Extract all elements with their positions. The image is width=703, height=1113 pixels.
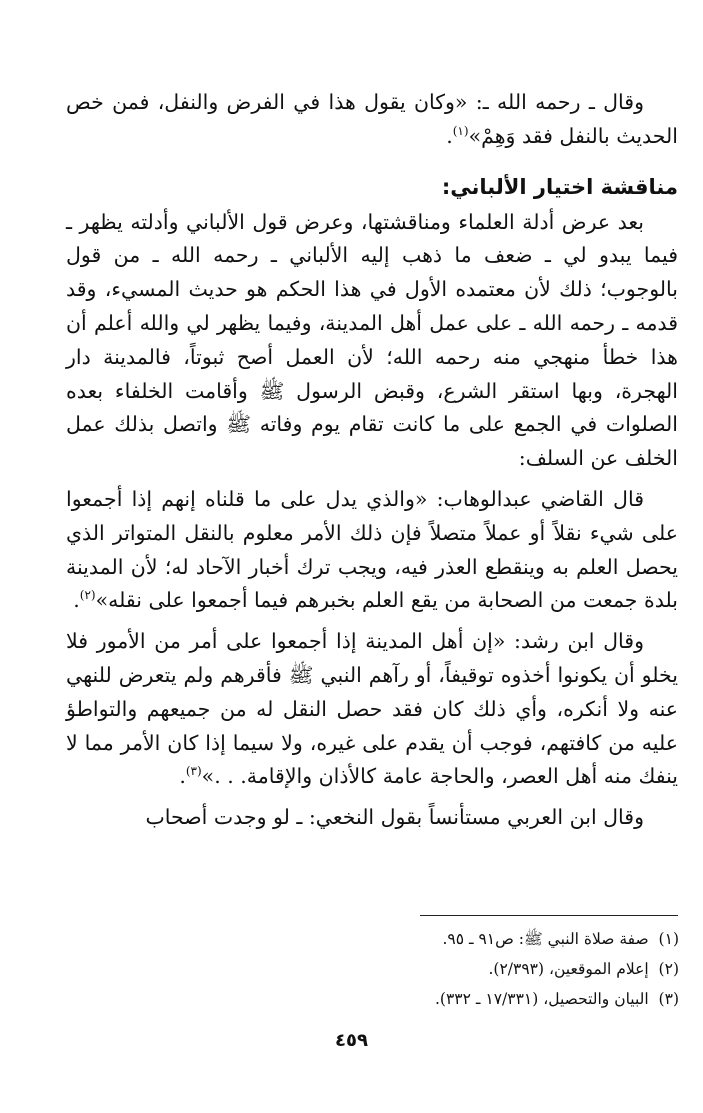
footnotes (279, 924, 679, 1014)
footnote-number: (١) (658, 930, 679, 948)
footnote-ref-3[interactable]: (٣) (185, 764, 202, 779)
footnote-2 (279, 954, 679, 984)
footnote-ref-1[interactable]: (١) (452, 123, 469, 138)
footnote-number: (٢) (658, 960, 679, 978)
page-number: ٤٥٩ (335, 1030, 368, 1051)
footnote-ref-2[interactable]: (٢) (79, 588, 96, 603)
paragraph-1-end: . (446, 123, 453, 148)
paragraph-4-end: . (179, 764, 186, 789)
paragraph-3-end: . (73, 588, 80, 613)
paragraph-4 (66, 625, 678, 794)
paragraph-5: وقال ابن العربي مستأنساً بقول النخعي: ـ لو وجدت أصحاب (145, 805, 644, 830)
footnote-1 (279, 924, 679, 954)
paragraph-1-text: وقال ـ رحمه الله ـ: «وكان يقول هذا في الفرض والنفل، فمن خص الحديث بالنفل فقد وَهِمْ» (66, 90, 678, 148)
footnote-3 (279, 984, 679, 1014)
section-heading: مناقشة اختيار الألباني: (441, 174, 678, 199)
paragraph-4-text: وقال ابن رشد: «إن أهل المدينة إذا أجمعوا على أمر من الأمور فلا يخلو أن يكونوا أخذوه توقيفاً، أو رآهم النبي ﷺ فأقرهم ولم يتعرض للنهي عنه ولا أنكره، وأي ذلك كان فقد حصل النقل له من جميعهم والتواطؤ عليه من كافتهم، فوجب أن يقدم على غيره، ولا سيما إذا كان الأمر مما لا ينفك منه أهل العصر، والحاجة عامة كالأذان والإقامة. . .» (66, 629, 678, 789)
footnote-text: صفة صلاة النبي ﷺ: ص٩١ ـ ٩٥. (442, 930, 649, 948)
page-body (66, 86, 678, 842)
footnote-text: إعلام الموقعين، (٢/٣٩٣). (488, 960, 649, 978)
footnote-number: (٣) (658, 990, 679, 1008)
paragraph-1 (66, 86, 678, 154)
paragraph-3 (66, 483, 678, 618)
footnote-text: البيان والتحصيل، (١٧/٣٣١ ـ ٣٣٢). (435, 990, 649, 1008)
paragraph-3-text: قال القاضي عبدالوهاب: «والذي يدل على ما قلناه إنهم إذا أجمعوا على شيء نقلاً أو عملاً متصلاً فإن ذلك الأمر معلوم بالنقل المتواتر الذي يحصل العلم به وينقطع العذر فيه، ويجب ترك أخبار الآحاد له؛ لأن المدينة بلدة جمعت من الصحابة من يقع العلم بخبرهم فيما أجمعوا على نقله» (66, 486, 678, 613)
paragraph-2: بعد عرض أدلة العلماء ومناقشتها، وعرض قول الألباني وأدلته يظهر ـ فيما يبدو لي ـ ضعف ما ذهب إليه الألباني ـ رحمه الله ـ من قول بالوجوب؛ ذلك لأن معتمده الأول في هذا الحكم هو حديث المسيء، وقد قدمه ـ رحمه الله ـ على عمل أهل المدينة، وفيما يظهر لي والله أعلم أن هذا خطأ منهجي منه رحمه الله؛ لأن العمل أصح ثبوتاً، فالمدينة دار الهجرة، وبها استقر الشرع، وقبض الرسول ﷺ وأقامت الخلفاء بعده الصلوات في الجمع على ما كانت تقام يوم وفاته ﷺ واتصل بذلك عمل الخلف عن السلف: (66, 209, 678, 471)
footnote-divider (420, 915, 678, 916)
